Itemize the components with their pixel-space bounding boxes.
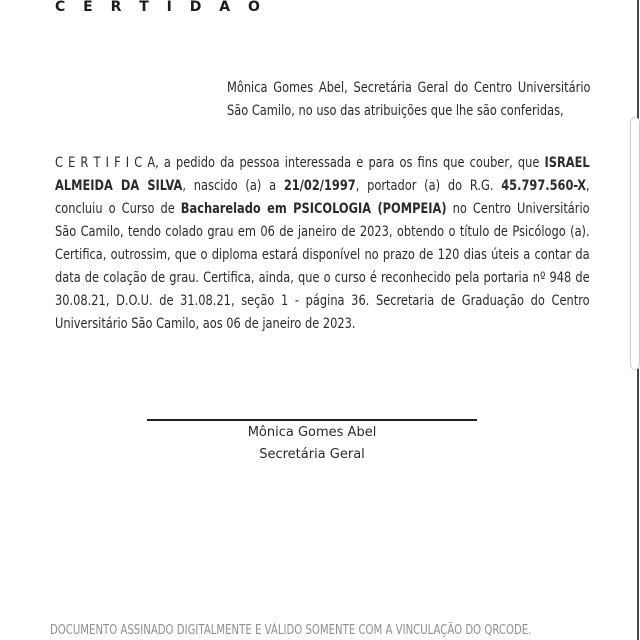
- signature-role: Secretária Geral: [259, 447, 365, 462]
- document-title: C E R T I D Ã O: [55, 0, 267, 15]
- signature-block: [147, 419, 477, 465]
- signature-name: Mônica Gomes Abel: [247, 425, 377, 440]
- footer-disclaimer: DOCUMENTO ASSINADO DIGITALMENTE E VÁLIDO SOMENTE COM A VINCULAÇÃO DO QRCODE.: [50, 623, 532, 638]
- body-paragraph: C E R T I F I C A, a pedido da pessoa interessada e para os fins que couber, que ISRAEL ALMEIDA DA SILVA, nascido (a) a 21/02/1997, portador (a) do R.G. 45.797.560-X, concluiu o Curso de Bacharelado em PSICOLOGIA (POMPEIA) no Centro Universitário São Camilo, tendo colado grau em 06 de janeiro de 2023, obtendo o título de Psicólogo (a). Certifica, outrossim, que o diploma estará disponível no prazo de 120 dias úteis a contar da data de colação de grau. Certifica, ainda, que o curso é reconhecido pela portaria nº 948 de 30.08.21, D.O.U. de 31.08.21, seção 1 - página 36. Secretaria de Graduação do Centro Universitário São Camilo, aos 06 de janeiro de 2023.: [55, 155, 590, 332]
- scrollbar-thumb[interactable]: [630, 117, 640, 370]
- intro-paragraph: Mônica Gomes Abel, Secretária Geral do Centro Universitário São Camilo, no uso das atribuições que lhe são conferidas,: [227, 80, 591, 119]
